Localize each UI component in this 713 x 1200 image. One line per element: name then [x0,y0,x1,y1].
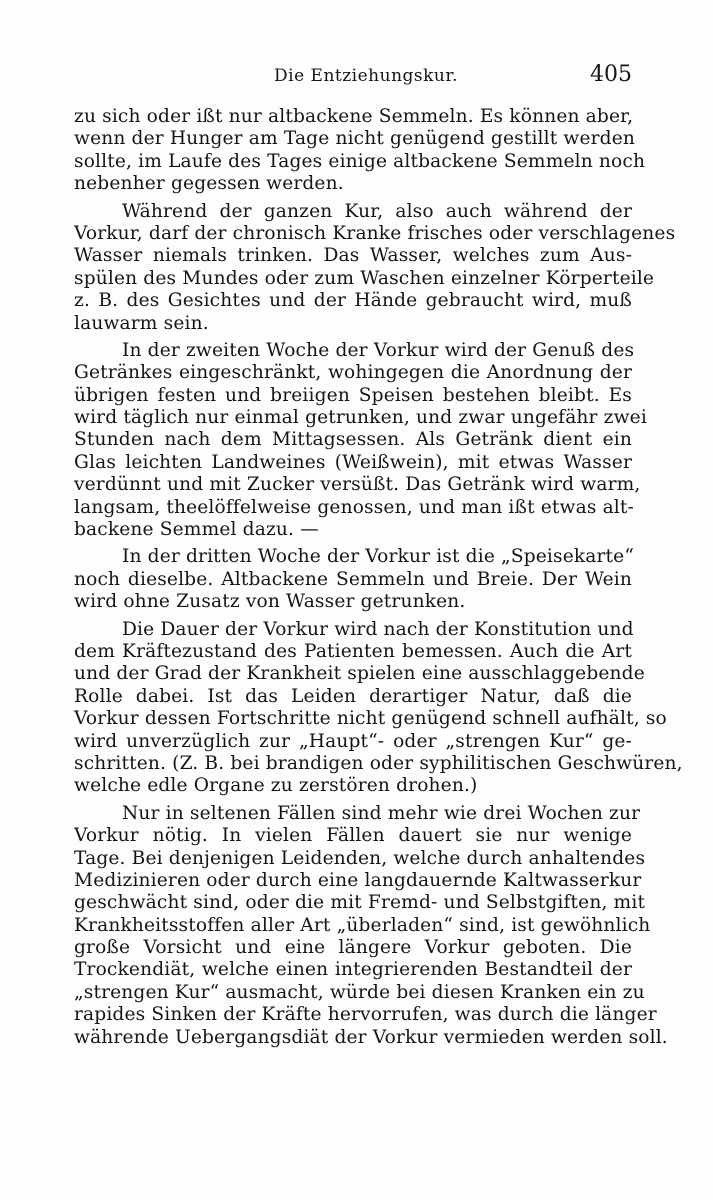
text-line: z. B. des Gesichtes und der Hände gebraucht wird, muß [74,290,632,312]
text-line: spülen des Mundes oder zum Waschen einzelner Körperteile [74,267,655,289]
text-line: Während der ganzen Kur, also auch während der [122,200,632,222]
text-line: nebenher gegessen werden. [74,173,344,195]
body-text [74,106,683,1049]
text-line: Tage. Bei denjenigen Leidenden, welche durch anhaltendes [74,847,646,869]
paragraph [74,200,676,335]
text-line: noch dieselbe. Altbackene Semmeln und Breie. Der Wein [74,568,632,590]
text-line: Wasser niemals trinken. Das Wasser, welches zum Aus- [74,245,632,267]
text-line: Rolle dabei. Ist das Leiden derartiger Natur, daß die [74,685,632,707]
text-line: verdünnt und mit Zucker versüßt. Das Getränk wird warm, [74,474,641,496]
text-line: „strengen Kur“ ausmacht, würde bei diesen Kranken ein zu [74,981,645,1003]
text-line: schritten. (Z. B. bei brandigen oder syphilitischen Geschwüren, [74,752,683,774]
paragraph [74,546,632,613]
text-line: wenn der Hunger am Tage nicht genügend gestillt werden [74,128,636,150]
paragraph [74,802,668,1049]
text-line: Glas leichten Landweines (Weißwein), mit etwas Wasser [74,451,632,473]
text-line: Krankheitsstoffen aller Art „überladen“ sind, ist gewöhnlich [74,914,651,936]
text-line: welche edle Organe zu zerstören drohen.) [74,775,478,797]
paragraph [74,106,646,196]
text-line: Vorkur dessen Fortschritte nicht genügend schnell aufhält, so [74,708,667,730]
text-line: wird unverzüglich zur „Haupt“- oder „strengen Kur“ ge- [74,730,632,752]
text-line: Vorkur nötig. In vielen Fällen dauert sie nur wenige [74,825,632,847]
text-line: dem Kräftezustand des Patienten bemessen. Auch die Art [74,640,632,662]
text-line: langsam, theelöffelweise genossen, und man ißt etwas alt- [74,496,634,518]
page-header [74,62,632,92]
text-line: rapides Sinken der Kräfte hervorrufen, was durch die länger [74,1004,657,1026]
text-line: In der dritten Woche der Vorkur ist die „Speisekarte“ [122,546,634,568]
text-line: Trockendiät, welche einen integrierenden Bestandteil der [74,959,632,981]
text-line: sollte, im Laufe des Tages einige altbackene Semmeln noch [74,150,646,172]
text-line: Nur in seltenen Fällen sind mehr wie drei Wochen zur [122,802,641,824]
text-line: geschwächt sind, oder die mit Fremd- und Selbstgiften, mit [74,892,646,914]
text-line: lauwarm sein. [74,312,209,334]
text-line: und der Grad der Krankheit spielen eine ausschlaggebende [74,663,645,685]
text-line: wird täglich nur einmal getrunken, und zwar ungefähr zwei [74,407,647,429]
text-line: währende Uebergangsdiät der Vorkur vermieden werden soll. [74,1026,668,1048]
text-line: große Vorsicht und eine längere Vorkur geboten. Die [74,937,632,959]
page-number: 405 [590,62,632,87]
text-line: wird ohne Zusatz von Wasser getrunken. [74,591,466,613]
text-line: Stunden nach dem Mittagsessen. Als Getränk dient ein [74,429,632,451]
paragraph [74,618,683,798]
text-line: backene Semmel dazu. — [74,519,319,541]
text-line: übrigen festen und breiigen Speisen bestehen bleibt. Es [74,384,632,406]
text-line: Die Dauer der Vorkur wird nach der Konstitution und [122,618,634,640]
paragraph [74,339,647,542]
text-line: Medizinieren oder durch eine langdauernde Kaltwasserkur [74,869,642,891]
text-line: zu sich oder ißt nur altbackene Semmeln. Es können aber, [74,106,634,127]
text-line: In der zweiten Woche der Vorkur wird der Genuß des [122,339,635,361]
text-line: Getränkes eingeschränkt, wohingegen die Anordnung der [74,362,632,384]
text-line: Vorkur, darf der chronisch Kranke frisches oder verschlagenes [74,222,676,244]
running-head: Die Entziehungskur. [274,66,459,86]
